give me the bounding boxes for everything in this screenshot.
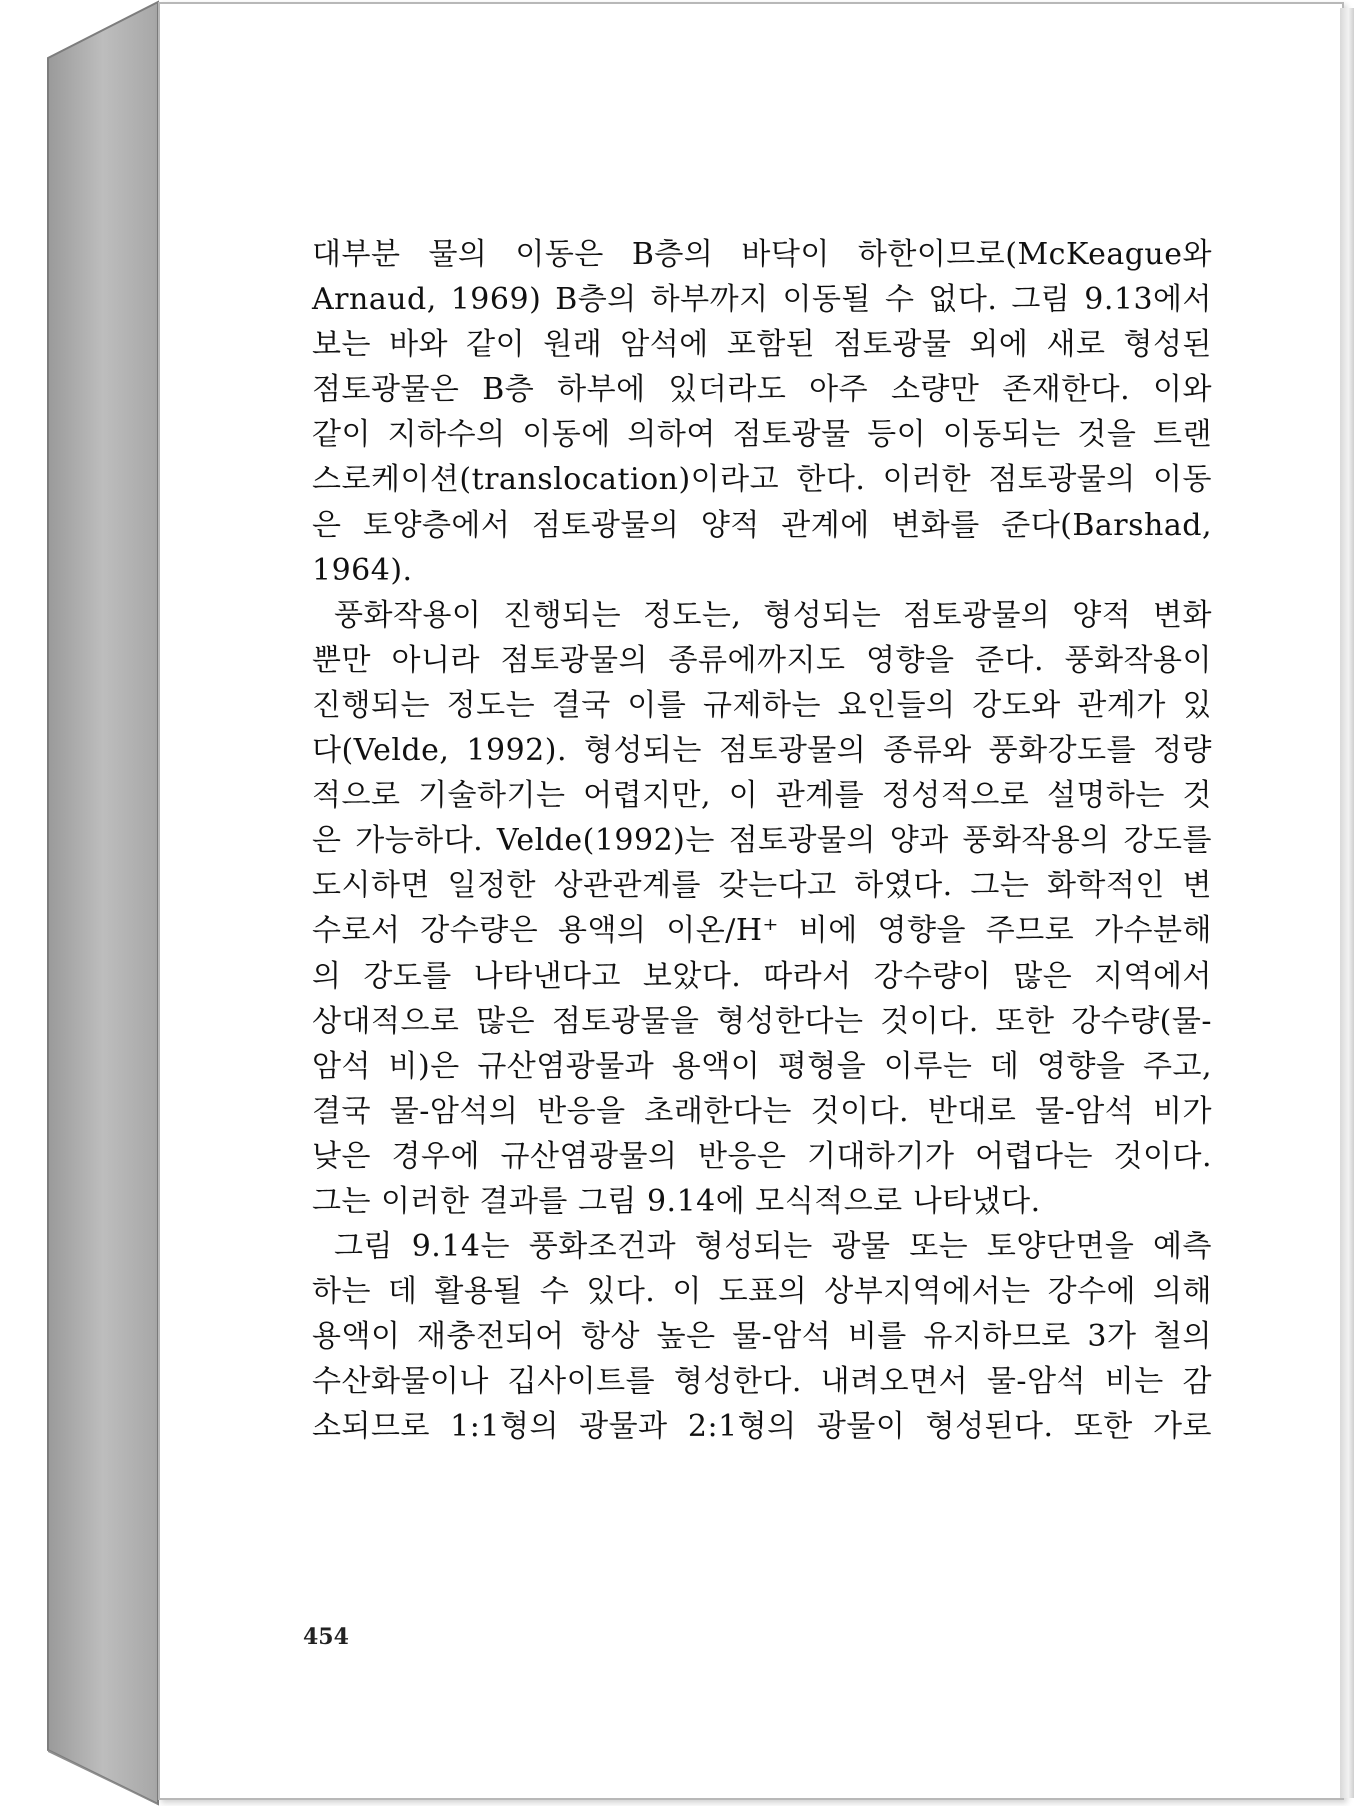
text-line: 적으로 기술하기는 어렵지만, 이 관계를 정성적으로 설명하는 것 — [312, 778, 1212, 814]
text-line: 풍화작용이 진행되는 정도는, 형성되는 점토광물의 양적 변화 — [334, 597, 1212, 633]
text-line: 수산화물이나 깁사이트를 형성한다. 내려오면서 물-암석 비는 감 — [312, 1364, 1212, 1400]
page-number: 454 — [303, 1624, 349, 1650]
text-line: 뿐만 아니라 점토광물의 종류에까지도 영향을 준다. 풍화작용이 — [312, 642, 1212, 678]
text-line: 스로케이션(translocation)이라고 한다. 이러한 점토광물의 이동 — [312, 462, 1212, 498]
text-line: 낮은 경우에 규산염광물의 반응은 기대하기가 어렵다는 것이다. — [312, 1138, 1212, 1174]
text-line: 소되므로 1:1형의 광물과 2:1형의 광물이 형성된다. 또한 가로 — [312, 1409, 1212, 1445]
page-edge — [1340, 8, 1354, 1798]
text-line: 같이 지하수의 이동에 의하여 점토광물 등이 이동되는 것을 트랜 — [312, 417, 1212, 453]
text-line: 점토광물은 B층 하부에 있더라도 아주 소량만 존재한다. 이와 — [312, 372, 1212, 408]
text-line: 그림 9.14는 풍화조건과 형성되는 광물 또는 토양단면을 예측 — [334, 1229, 1212, 1265]
text-line: 그는 이러한 결과를 그림 9.14에 모식적으로 나타냈다. — [312, 1183, 1041, 1219]
text-line: 결국 물-암석의 반응을 초래한다는 것이다. 반대로 물-암석 비가 — [312, 1093, 1212, 1129]
text-line: 수로서 강수량은 용액의 이온/H⁺ 비에 영향을 주므로 가수분해 — [312, 913, 1212, 949]
text-line: 은 토양층에서 점토광물의 양적 관계에 변화를 준다(Barshad, — [312, 507, 1212, 543]
text-line: Arnaud, 1969) B층의 하부까지 이동될 수 없다. 그림 9.13에서 — [312, 282, 1212, 318]
text-line: 의 강도를 나타낸다고 보았다. 따라서 강수량이 많은 지역에서 — [312, 958, 1212, 994]
text-line: 1964). — [312, 552, 413, 588]
text-line: 은 가능하다. Velde(1992)는 점토광물의 양과 풍화작용의 강도를 — [312, 823, 1212, 859]
text-line: 보는 바와 같이 원래 암석에 포함된 점토광물 외에 새로 형성된 — [312, 327, 1212, 363]
text-line: 대부분 물의 이동은 B층의 바닥이 하한이므로(McKeague와 — [312, 237, 1212, 272]
text-line: 진행되는 정도는 결국 이를 규제하는 요인들의 강도와 관계가 있 — [312, 687, 1212, 723]
text-line: 도시하면 일정한 상관관계를 갖는다고 하였다. 그는 화학적인 변 — [312, 868, 1212, 904]
text-line: 용액이 재충전되어 항상 높은 물-암석 비를 유지하므로 3가 철의 — [312, 1319, 1212, 1355]
text-line: 암석 비)은 규산염광물과 용액이 평형을 이루는 데 영향을 주고, — [312, 1048, 1212, 1084]
text-line: 하는 데 활용될 수 있다. 이 도표의 상부지역에서는 강수에 의해 — [312, 1274, 1212, 1310]
text-line: 다(Velde, 1992). 형성되는 점토광물의 종류와 풍화강도를 정량 — [312, 733, 1212, 769]
body-text — [312, 232, 1212, 1450]
text-line: 상대적으로 많은 점토광물을 형성한다는 것이다. 또한 강수량(물- — [312, 1003, 1212, 1039]
